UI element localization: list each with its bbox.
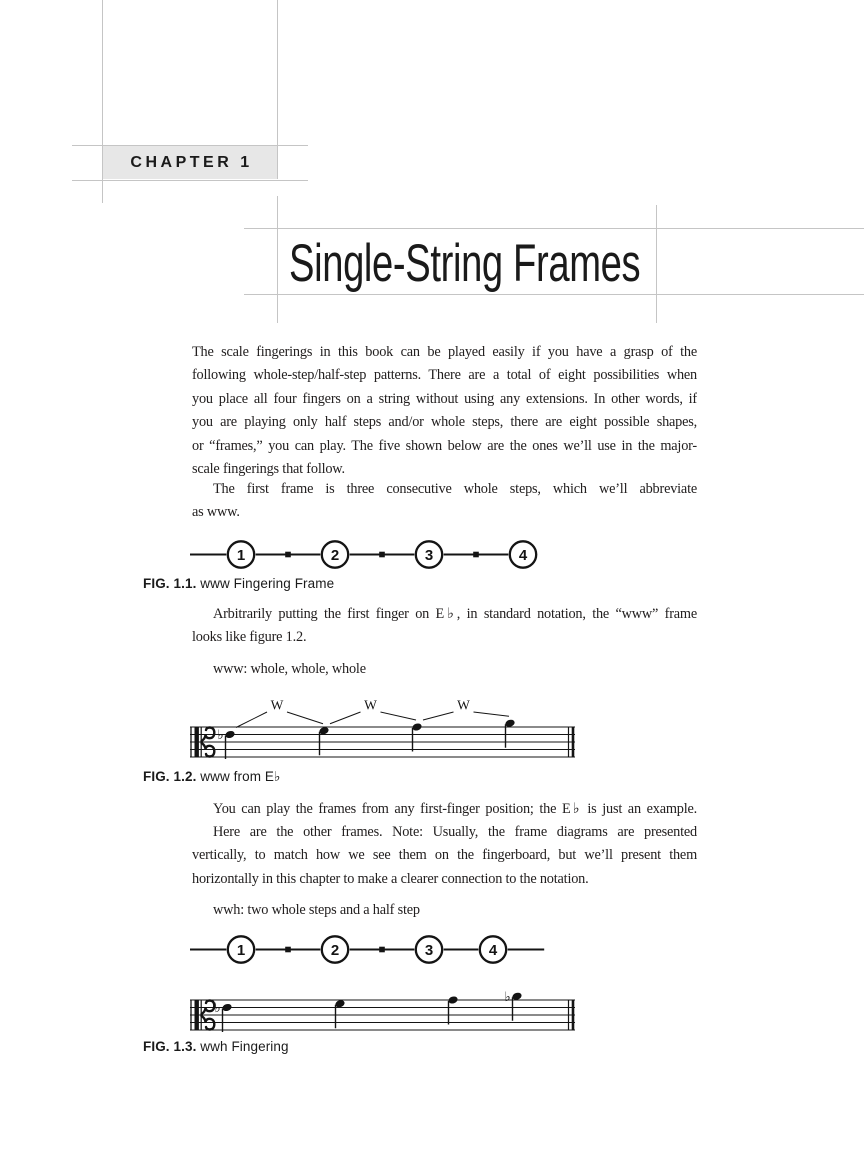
text-line: wwh: two whole steps and a half step: [213, 902, 420, 918]
layout-rule-horizontal-title-top: [244, 228, 864, 229]
text-line: you place all four fingers on a string without using any extensions. In other words, if: [192, 390, 697, 407]
text-line: as www.: [192, 504, 240, 521]
text-line: or “frames,” you can play. The five shown below are the ones we’ll use in the major-: [192, 437, 697, 454]
text-line: looks like figure 1.2.: [192, 629, 307, 646]
www-fingering-frame-diagram: [185, 535, 549, 575]
text-line: The first frame is three consecutive whole steps, which we’ll abbreviate: [213, 481, 697, 497]
text-line: following whole-step/half-step patterns. There are a total of eight possibilities when: [192, 367, 697, 384]
svg-text:1: 1: [236, 546, 246, 564]
caption-text: www from E♭: [200, 769, 281, 784]
svg-text:W: W: [457, 697, 470, 713]
svg-text:W: W: [270, 697, 284, 713]
figure-caption-1-1: [143, 576, 334, 591]
text-line: vertically, to match how we see them on the fingerboard, but we’ll present them: [192, 847, 697, 864]
figure-caption-1-2: [143, 769, 281, 785]
paragraph-arbitrarily: [192, 603, 697, 650]
text-line: Arbitrarily putting the first finger on E♭, in standard notation, the “www” frame: [213, 606, 697, 622]
caption-text: wwh Fingering: [200, 1039, 289, 1054]
caption-text: www Fingering Frame: [200, 576, 335, 591]
layout-rule-vertical-chapter: [277, 0, 278, 179]
svg-text:W: W: [364, 697, 377, 713]
svg-text:2: 2: [330, 941, 340, 959]
note-www-definition: [192, 658, 697, 681]
svg-text:♭: ♭: [217, 728, 224, 743]
svg-text:2: 2: [330, 546, 340, 564]
text-line: You can play the frames from any first-finger position; the E♭ is just an example.: [213, 801, 697, 817]
layout-rule-horizontal-title-bottom: [244, 294, 864, 295]
text-line: horizontally in this chapter to make a clearer connection to the notation.: [192, 870, 589, 887]
layout-rule-vertical-title-left: [277, 196, 278, 323]
text-line: you are playing only half steps and/or whole steps, there are eight possible shapes,: [192, 414, 697, 431]
layout-rule-vertical-title-right: [656, 205, 657, 323]
svg-text:4: 4: [488, 941, 498, 959]
svg-text:4: 4: [518, 546, 528, 564]
wwh-notation-staff: [185, 960, 581, 1050]
text-line: The scale fingerings in this book can be played easily if you have a grasp of the: [192, 344, 697, 360]
caption-label: FIG. 1.2.: [143, 769, 197, 784]
chapter-label: CHAPTER 1: [130, 154, 253, 171]
www-notation-staff: [185, 687, 581, 777]
paragraph-other-frames: [192, 821, 697, 891]
caption-label: FIG. 1.1.: [143, 576, 197, 591]
text-line: www: whole, whole, whole: [213, 661, 366, 677]
paragraph-any-position: [192, 798, 697, 821]
paragraph-first-frame: [192, 478, 697, 525]
page-title: Single-String Frames: [289, 234, 641, 293]
text-line: Here are the other frames. Note: Usually, the frame diagrams are presented: [213, 824, 697, 840]
svg-text:♭: ♭: [214, 1001, 221, 1016]
text-line: scale fingerings that follow.: [192, 460, 345, 477]
caption-label: FIG. 1.3.: [143, 1039, 197, 1054]
svg-text:1: 1: [236, 941, 246, 959]
layout-rule-horizontal-chapter-bottom: [72, 180, 308, 181]
note-wwh-definition: [192, 899, 697, 922]
chapter-heading-box: [103, 146, 277, 179]
svg-text:3: 3: [424, 941, 434, 959]
svg-text:♭: ♭: [504, 989, 511, 1005]
paragraph-intro: [192, 341, 697, 481]
figure-caption-1-3: [143, 1039, 289, 1054]
svg-text:3: 3: [424, 546, 434, 564]
